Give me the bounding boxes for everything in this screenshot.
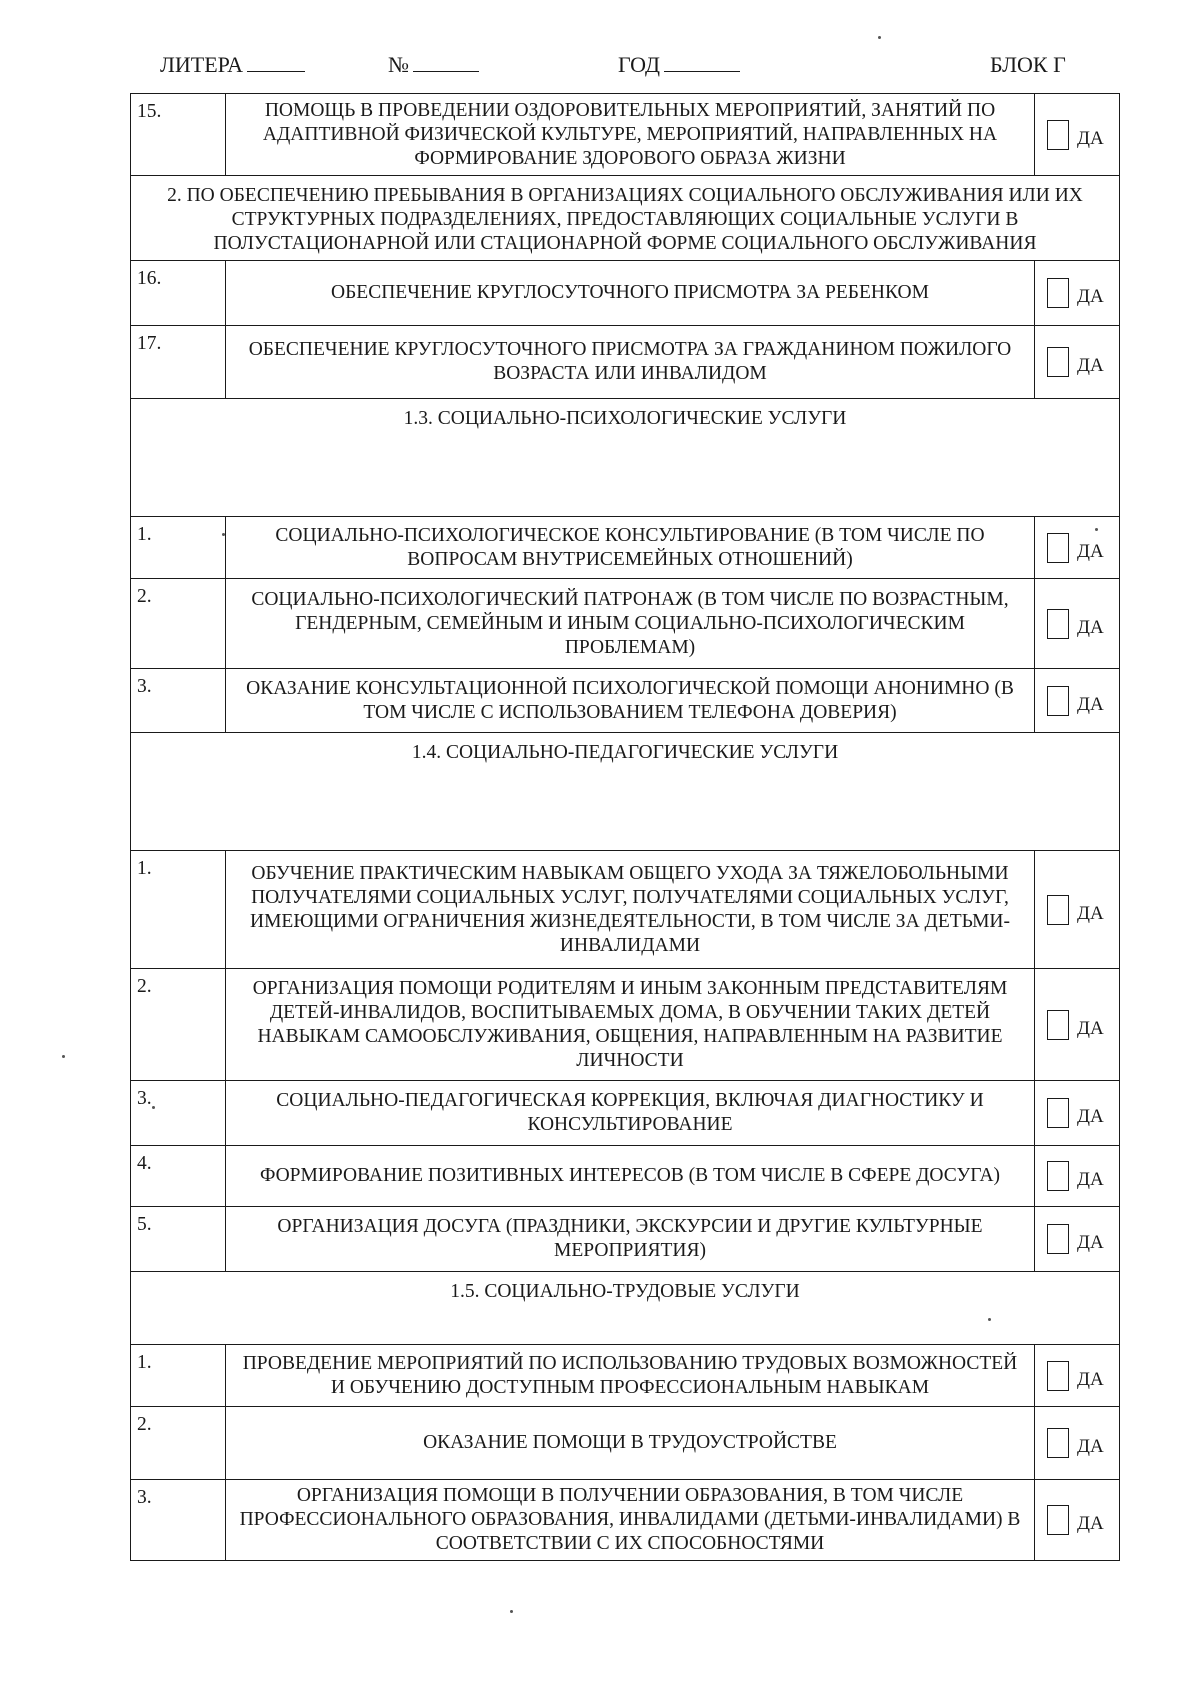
checkbox-cell	[1035, 1146, 1120, 1207]
da-checkbox[interactable]	[1035, 1505, 1119, 1535]
section-heading: 1.5. СОЦИАЛЬНО-ТРУДОВЫЕ УСЛУГИ	[131, 1272, 1120, 1345]
checkbox-cell	[1035, 1407, 1120, 1480]
da-checkbox[interactable]	[1035, 347, 1119, 377]
scan-speck	[1095, 528, 1098, 531]
row-number: 1.	[131, 517, 226, 579]
row-number: 1.	[131, 851, 226, 969]
checkbox-label: ДА	[1077, 902, 1104, 924]
checkbox-square[interactable]	[1047, 533, 1069, 563]
da-checkbox[interactable]	[1035, 1098, 1119, 1128]
service-text: СОЦИАЛЬНО-ПЕДАГОГИЧЕСКАЯ КОРРЕКЦИЯ, ВКЛЮЧАЯ ДИАГНОСТИКУ И КОНСУЛЬТИРОВАНИЕ	[226, 1081, 1035, 1146]
service-row	[131, 517, 1120, 579]
service-text: ПРОВЕДЕНИЕ МЕРОПРИЯТИЙ ПО ИСПОЛЬЗОВАНИЮ ТРУДОВЫХ ВОЗМОЖНОСТЕЙ И ОБУЧЕНИЮ ДОСТУПНЫМ ПРОФЕССИОНАЛЬНЫМ НАВЫКАМ	[226, 1345, 1035, 1407]
checkbox-square[interactable]	[1047, 686, 1069, 716]
service-row	[131, 1207, 1120, 1272]
row-number: 1.	[131, 1345, 226, 1407]
service-text: ОРГАНИЗАЦИЯ ПОМОЩИ РОДИТЕЛЯМ И ИНЫМ ЗАКОННЫМ ПРЕДСТАВИТЕЛЯМ ДЕТЕЙ-ИНВАЛИДОВ, ВОСПИТЫВАЕМЫХ ДОМА, В ОБУЧЕНИИ ТАКИХ ДЕТЕЙ НАВЫКАМ САМООБСЛУЖИВАНИЯ, ОБЩЕНИЯ, НАПРАВЛЕННЫМ НА РАЗВИТИЕ ЛИЧНОСТИ	[226, 969, 1035, 1081]
scan-speck	[988, 1318, 991, 1321]
scan-speck	[510, 1610, 513, 1613]
da-checkbox[interactable]	[1035, 1224, 1119, 1254]
service-row	[131, 326, 1120, 399]
da-checkbox[interactable]	[1035, 533, 1119, 563]
service-text: ПОМОЩЬ В ПРОВЕДЕНИИ ОЗДОРОВИТЕЛЬНЫХ МЕРОПРИЯТИЙ, ЗАНЯТИЙ ПО АДАПТИВНОЙ ФИЗИЧЕСКОЙ КУЛЬТУРЕ, МЕРОПРИЯТИЙ, НАПРАВЛЕННЫХ НА ФОРМИРОВАНИЕ ЗДОРОВОГО ОБРАЗА ЖИЗНИ	[226, 94, 1035, 176]
service-text: ОБУЧЕНИЕ ПРАКТИЧЕСКИМ НАВЫКАМ ОБЩЕГО УХОДА ЗА ТЯЖЕЛОБОЛЬНЫМИ ПОЛУЧАТЕЛЯМИ СОЦИАЛЬНЫХ УСЛУГ, ПОЛУЧАТЕЛЯМИ СОЦИАЛЬНЫХ УСЛУГ, ИМЕЮЩИМИ ОГРАНИЧЕНИЯ ЖИЗНЕДЕЯТЕЛЬНОСТИ, В ТОМ ЧИСЛЕ ЗА ДЕТЬМИ-ИНВАЛИДАМИ	[226, 851, 1035, 969]
checkbox-square[interactable]	[1047, 609, 1069, 639]
checkbox-cell	[1035, 94, 1120, 176]
scan-speck	[152, 1106, 155, 1109]
checkbox-label: ДА	[1077, 1513, 1104, 1534]
checkbox-square[interactable]	[1047, 1161, 1069, 1191]
checkbox-square[interactable]	[1047, 1428, 1069, 1458]
row-number: 2.	[131, 579, 226, 669]
row-number: 17.	[131, 326, 226, 399]
row-number: 15.	[131, 94, 226, 176]
da-checkbox[interactable]	[1035, 1361, 1119, 1391]
service-row	[131, 969, 1120, 1081]
da-checkbox[interactable]	[1035, 278, 1119, 308]
da-checkbox[interactable]	[1035, 1161, 1119, 1191]
checkbox-label: ДА	[1077, 1017, 1104, 1039]
service-row	[131, 1081, 1120, 1146]
row-number: 5.	[131, 1207, 226, 1272]
checkbox-cell	[1035, 1081, 1120, 1146]
da-checkbox[interactable]	[1035, 1010, 1119, 1040]
checkbox-square[interactable]	[1047, 1505, 1069, 1535]
checkbox-square[interactable]	[1047, 1361, 1069, 1391]
checkbox-cell	[1035, 969, 1120, 1081]
da-checkbox[interactable]	[1035, 1428, 1119, 1458]
checkbox-label: ДА	[1077, 127, 1104, 149]
section-heading: 1.3. СОЦИАЛЬНО-ПСИХОЛОГИЧЕСКИЕ УСЛУГИ	[131, 399, 1120, 517]
service-row	[131, 1146, 1120, 1207]
section-row	[131, 399, 1120, 517]
litera-label: ЛИТЕРА	[160, 52, 243, 77]
checkbox-cell	[1035, 1480, 1120, 1561]
checkbox-square[interactable]	[1047, 278, 1069, 308]
service-row	[131, 579, 1120, 669]
year-label: ГОД	[618, 52, 660, 77]
checkbox-square[interactable]	[1047, 1010, 1069, 1040]
year-blank[interactable]	[664, 53, 740, 72]
da-checkbox[interactable]	[1035, 686, 1119, 716]
checkbox-label: ДА	[1077, 1436, 1104, 1457]
number-blank[interactable]	[413, 53, 479, 72]
row-number: 16.	[131, 261, 226, 326]
service-row	[131, 1480, 1120, 1561]
service-text: ОБЕСПЕЧЕНИЕ КРУГЛОСУТОЧНОГО ПРИСМОТРА ЗА РЕБЕНКОМ	[226, 261, 1035, 326]
service-row	[131, 94, 1120, 176]
services-table	[130, 93, 1120, 1561]
section-heading: 1.4. СОЦИАЛЬНО-ПЕДАГОГИЧЕСКИЕ УСЛУГИ	[131, 733, 1120, 851]
checkbox-label: ДА	[1077, 286, 1104, 307]
scan-speck	[878, 36, 881, 39]
service-row	[131, 851, 1120, 969]
block-label: БЛОК Г	[990, 52, 1066, 77]
checkbox-cell	[1035, 579, 1120, 669]
subsection-heading: 2. ПО ОБЕСПЕЧЕНИЮ ПРЕБЫВАНИЯ В ОРГАНИЗАЦИЯХ СОЦИАЛЬНОГО ОБСЛУЖИВАНИЯ ИЛИ ИХ СТРУКТУРНЫХ ПОДРАЗДЕЛЕНИЯХ, ПРЕДОСТАВЛЯЮЩИХ СОЦИАЛЬНЫЕ УСЛУГИ В ПОЛУСТАЦИОНАРНОЙ ИЛИ СТАЦИОНАРНОЙ ФОРМЕ СОЦИАЛЬНОГО ОБСЛУЖИВАНИЯ	[131, 176, 1120, 261]
row-number: 2.	[131, 1407, 226, 1480]
checkbox-label: ДА	[1077, 693, 1104, 715]
service-text: ОКАЗАНИЕ КОНСУЛЬТАЦИОННОЙ ПСИХОЛОГИЧЕСКОЙ ПОМОЩИ АНОНИМНО (В ТОМ ЧИСЛЕ С ИСПОЛЬЗОВАНИЕМ ТЕЛЕФОНА ДОВЕРИЯ)	[226, 669, 1035, 733]
checkbox-cell	[1035, 261, 1120, 326]
checkbox-label: ДА	[1077, 1169, 1104, 1190]
scan-speck	[62, 1055, 65, 1058]
checkbox-cell	[1035, 326, 1120, 399]
checkbox-square[interactable]	[1047, 347, 1069, 377]
year-field	[618, 52, 740, 78]
service-text: ОРГАНИЗАЦИЯ ПОМОЩИ В ПОЛУЧЕНИИ ОБРАЗОВАНИЯ, В ТОМ ЧИСЛЕ ПРОФЕССИОНАЛЬНОГО ОБРАЗОВАНИЯ, ИНВАЛИДАМИ (ДЕТЬМИ-ИНВАЛИДАМИ) В СООТВЕТСТВИИ С ИХ СПОСОБНОСТЯМИ	[226, 1480, 1035, 1561]
section-row	[131, 733, 1120, 851]
row-number: 3.	[131, 1480, 226, 1561]
litera-field	[160, 52, 305, 78]
form-header	[0, 48, 1200, 88]
service-row	[131, 1407, 1120, 1480]
da-checkbox[interactable]	[1035, 120, 1119, 150]
row-number: 4.	[131, 1146, 226, 1207]
service-row	[131, 261, 1120, 326]
number-field	[388, 52, 479, 78]
checkbox-label: ДА	[1077, 1106, 1104, 1127]
row-number: 2.	[131, 969, 226, 1081]
checkbox-label: ДА	[1077, 355, 1104, 376]
checkbox-label: ДА	[1077, 616, 1104, 638]
checkbox-square[interactable]	[1047, 1098, 1069, 1128]
row-number: 3.	[131, 1081, 226, 1146]
scan-speck	[222, 533, 225, 536]
checkbox-cell	[1035, 669, 1120, 733]
service-text: ОБЕСПЕЧЕНИЕ КРУГЛОСУТОЧНОГО ПРИСМОТРА ЗА ГРАЖДАНИНОМ ПОЖИЛОГО ВОЗРАСТА ИЛИ ИНВАЛИДОМ	[226, 326, 1035, 399]
subsection-row	[131, 176, 1120, 261]
service-text: СОЦИАЛЬНО-ПСИХОЛОГИЧЕСКИЙ ПАТРОНАЖ (В ТОМ ЧИСЛЕ ПО ВОЗРАСТНЫМ, ГЕНДЕРНЫМ, СЕМЕЙНЫМ И ИНЫМ СОЦИАЛЬНО-ПСИХОЛОГИЧЕСКИМ ПРОБЛЕМАМ)	[226, 579, 1035, 669]
service-row	[131, 1345, 1120, 1407]
checkbox-cell	[1035, 1207, 1120, 1272]
checkbox-square[interactable]	[1047, 895, 1069, 925]
service-text: ОРГАНИЗАЦИЯ ДОСУГА (ПРАЗДНИКИ, ЭКСКУРСИИ И ДРУГИЕ КУЛЬТУРНЫЕ МЕРОПРИЯТИЯ)	[226, 1207, 1035, 1272]
checkbox-cell	[1035, 517, 1120, 579]
service-text: ФОРМИРОВАНИЕ ПОЗИТИВНЫХ ИНТЕРЕСОВ (В ТОМ ЧИСЛЕ В СФЕРЕ ДОСУГА)	[226, 1146, 1035, 1207]
checkbox-square[interactable]	[1047, 120, 1069, 150]
service-text: СОЦИАЛЬНО-ПСИХОЛОГИЧЕСКОЕ КОНСУЛЬТИРОВАНИЕ (В ТОМ ЧИСЛЕ ПО ВОПРОСАМ ВНУТРИСЕМЕЙНЫХ ОТНОШЕНИЙ)	[226, 517, 1035, 579]
checkbox-label: ДА	[1077, 1232, 1104, 1253]
checkbox-label: ДА	[1077, 540, 1104, 562]
da-checkbox[interactable]	[1035, 895, 1119, 925]
number-label: №	[388, 52, 409, 77]
service-row	[131, 669, 1120, 733]
checkbox-label: ДА	[1077, 1368, 1104, 1390]
checkbox-cell	[1035, 1345, 1120, 1407]
row-number: 3.	[131, 669, 226, 733]
service-text: ОКАЗАНИЕ ПОМОЩИ В ТРУДОУСТРОЙСТВЕ	[226, 1407, 1035, 1480]
checkbox-square[interactable]	[1047, 1224, 1069, 1254]
checkbox-cell	[1035, 851, 1120, 969]
litera-blank[interactable]	[247, 53, 305, 72]
section-row	[131, 1272, 1120, 1345]
da-checkbox[interactable]	[1035, 609, 1119, 639]
